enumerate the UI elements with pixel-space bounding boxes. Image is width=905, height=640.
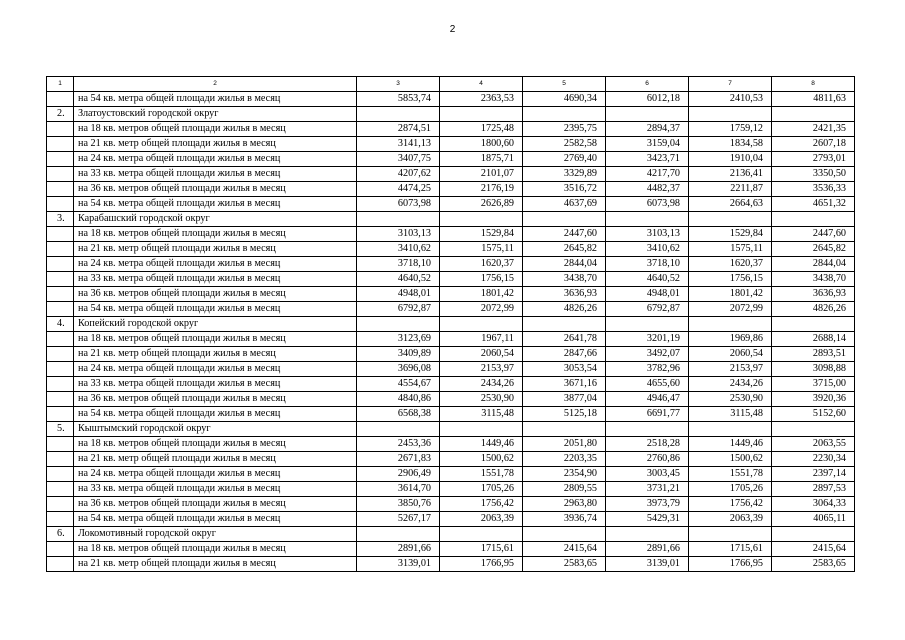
table-row — [47, 332, 855, 347]
value-cell — [772, 527, 855, 542]
value-cell: 2363,53 — [440, 92, 523, 107]
value-cell: 3936,74 — [523, 512, 606, 527]
value-cell: 2891,66 — [606, 542, 689, 557]
value-cell: 1715,61 — [689, 542, 772, 557]
row-number-cell: 2. — [47, 107, 74, 122]
value-cell: 4840,86 — [357, 392, 440, 407]
row-label-cell: на 21 кв. метр общей площади жилья в месяц — [74, 137, 357, 152]
value-cell: 4065,11 — [772, 512, 855, 527]
value-cell — [357, 317, 440, 332]
value-cell: 2211,87 — [689, 182, 772, 197]
table-row — [47, 257, 855, 272]
value-cell: 4948,01 — [606, 287, 689, 302]
value-cell: 1756,15 — [689, 272, 772, 287]
value-cell — [357, 107, 440, 122]
value-cell: 2664,63 — [689, 197, 772, 212]
value-cell: 2641,78 — [523, 332, 606, 347]
header-cell: 1 — [47, 77, 74, 92]
value-cell — [606, 317, 689, 332]
row-label-cell: на 54 кв. метра общей площади жилья в месяц — [74, 197, 357, 212]
row-label-cell: на 54 кв. метра общей площади жилья в месяц — [74, 512, 357, 527]
table-row — [47, 182, 855, 197]
value-cell: 2793,01 — [772, 152, 855, 167]
row-number-cell — [47, 512, 74, 527]
row-label-cell: на 36 кв. метров общей площади жилья в месяц — [74, 497, 357, 512]
value-cell — [357, 422, 440, 437]
header-cell: 8 — [772, 77, 855, 92]
table-row — [47, 392, 855, 407]
value-cell: 4482,37 — [606, 182, 689, 197]
value-cell: 5267,17 — [357, 512, 440, 527]
row-number-cell — [47, 362, 74, 377]
value-cell: 2072,99 — [440, 302, 523, 317]
value-cell: 3329,89 — [523, 167, 606, 182]
value-cell: 2645,82 — [523, 242, 606, 257]
value-cell: 1910,04 — [689, 152, 772, 167]
row-label-cell: на 54 кв. метра общей площади жилья в месяц — [74, 302, 357, 317]
row-number-cell — [47, 302, 74, 317]
value-cell: 3718,10 — [357, 257, 440, 272]
value-cell — [689, 107, 772, 122]
table-row — [47, 242, 855, 257]
value-cell: 2415,64 — [523, 542, 606, 557]
value-cell: 2453,36 — [357, 437, 440, 452]
value-cell: 4946,47 — [606, 392, 689, 407]
value-cell — [772, 422, 855, 437]
row-label-cell: на 33 кв. метра общей площади жилья в месяц — [74, 482, 357, 497]
value-cell: 2626,89 — [440, 197, 523, 212]
row-number-cell — [47, 407, 74, 422]
row-number-cell — [47, 467, 74, 482]
value-cell: 2809,55 — [523, 482, 606, 497]
row-number-cell: 4. — [47, 317, 74, 332]
value-cell — [606, 527, 689, 542]
value-cell: 2893,51 — [772, 347, 855, 362]
header-row — [47, 77, 855, 92]
value-cell: 2760,86 — [606, 452, 689, 467]
row-number-cell — [47, 287, 74, 302]
value-cell: 3123,69 — [357, 332, 440, 347]
table-row — [47, 497, 855, 512]
value-cell: 2176,19 — [440, 182, 523, 197]
value-cell: 3718,10 — [606, 257, 689, 272]
value-cell — [357, 527, 440, 542]
value-cell — [606, 107, 689, 122]
row-number-cell — [47, 227, 74, 242]
table-row — [47, 197, 855, 212]
value-cell: 1575,11 — [689, 242, 772, 257]
row-number-cell: 3. — [47, 212, 74, 227]
value-cell: 6792,87 — [606, 302, 689, 317]
value-cell: 3715,00 — [772, 377, 855, 392]
value-cell: 4811,63 — [772, 92, 855, 107]
header-cell: 4 — [440, 77, 523, 92]
value-cell: 4948,01 — [357, 287, 440, 302]
row-label-cell: на 24 кв. метра общей площади жилья в месяц — [74, 257, 357, 272]
value-cell — [772, 317, 855, 332]
value-cell: 3115,48 — [689, 407, 772, 422]
value-cell: 1800,60 — [440, 137, 523, 152]
value-cell: 4474,25 — [357, 182, 440, 197]
row-label-cell: на 54 кв. метра общей площади жилья в месяц — [74, 407, 357, 422]
value-cell: 3201,19 — [606, 332, 689, 347]
table-row — [47, 317, 855, 332]
value-cell — [606, 212, 689, 227]
value-cell: 3003,45 — [606, 467, 689, 482]
value-cell — [689, 212, 772, 227]
value-cell: 2063,39 — [689, 512, 772, 527]
value-cell: 2447,60 — [772, 227, 855, 242]
value-cell: 3098,88 — [772, 362, 855, 377]
row-number-cell — [47, 332, 74, 347]
value-cell — [440, 527, 523, 542]
value-cell: 2136,41 — [689, 167, 772, 182]
value-cell — [523, 107, 606, 122]
value-cell: 1500,62 — [440, 452, 523, 467]
value-cell: 2434,26 — [689, 377, 772, 392]
row-label-cell: на 54 кв. метра общей площади жилья в месяц — [74, 92, 357, 107]
value-cell: 2891,66 — [357, 542, 440, 557]
row-number-cell — [47, 497, 74, 512]
header-cell: 7 — [689, 77, 772, 92]
row-label-cell: на 18 кв. метров общей площади жилья в месяц — [74, 332, 357, 347]
table-row — [47, 557, 855, 572]
row-label-cell: на 36 кв. метров общей площади жилья в месяц — [74, 182, 357, 197]
value-cell: 1575,11 — [440, 242, 523, 257]
value-cell — [523, 422, 606, 437]
row-number-cell — [47, 557, 74, 572]
row-number-cell — [47, 242, 74, 257]
value-cell: 5853,74 — [357, 92, 440, 107]
value-cell: 3103,13 — [357, 227, 440, 242]
value-cell: 1834,58 — [689, 137, 772, 152]
value-cell: 2415,64 — [772, 542, 855, 557]
table-row — [47, 482, 855, 497]
value-cell: 2530,90 — [689, 392, 772, 407]
value-cell: 3053,54 — [523, 362, 606, 377]
row-number-cell — [47, 437, 74, 452]
value-cell: 2397,14 — [772, 467, 855, 482]
header-cell: 2 — [74, 77, 357, 92]
value-cell: 3671,16 — [523, 377, 606, 392]
value-cell: 5429,31 — [606, 512, 689, 527]
value-cell: 4554,67 — [357, 377, 440, 392]
row-label-cell: на 33 кв. метра общей площади жилья в месяц — [74, 377, 357, 392]
value-cell: 4651,32 — [772, 197, 855, 212]
value-cell: 2906,49 — [357, 467, 440, 482]
row-number-cell — [47, 392, 74, 407]
row-label-cell: на 18 кв. метров общей площади жилья в месяц — [74, 122, 357, 137]
value-cell: 1759,12 — [689, 122, 772, 137]
value-cell: 1529,84 — [440, 227, 523, 242]
value-cell: 1705,26 — [689, 482, 772, 497]
table-row — [47, 467, 855, 482]
value-cell: 2421,35 — [772, 122, 855, 137]
value-cell: 6073,98 — [606, 197, 689, 212]
value-cell: 2671,83 — [357, 452, 440, 467]
value-cell: 3920,36 — [772, 392, 855, 407]
row-label-cell: на 18 кв. метров общей площади жилья в месяц — [74, 227, 357, 242]
table-row — [47, 152, 855, 167]
row-label-cell: на 18 кв. метров общей площади жилья в месяц — [74, 542, 357, 557]
value-cell: 3409,89 — [357, 347, 440, 362]
table-row — [47, 527, 855, 542]
value-cell: 3536,33 — [772, 182, 855, 197]
value-cell: 6568,38 — [357, 407, 440, 422]
value-cell: 1715,61 — [440, 542, 523, 557]
value-cell: 3423,71 — [606, 152, 689, 167]
value-cell: 2844,04 — [772, 257, 855, 272]
table-row — [47, 272, 855, 287]
value-cell: 4690,34 — [523, 92, 606, 107]
value-cell: 2153,97 — [440, 362, 523, 377]
value-cell: 4640,52 — [357, 272, 440, 287]
table-row — [47, 137, 855, 152]
value-cell: 3636,93 — [523, 287, 606, 302]
row-label-cell: на 24 кв. метра общей площади жилья в месяц — [74, 467, 357, 482]
value-cell: 1705,26 — [440, 482, 523, 497]
value-cell: 6691,77 — [606, 407, 689, 422]
value-cell: 2963,80 — [523, 497, 606, 512]
table-row — [47, 542, 855, 557]
row-number-cell — [47, 272, 74, 287]
value-cell: 1620,37 — [689, 257, 772, 272]
value-cell: 4637,69 — [523, 197, 606, 212]
table-row — [47, 212, 855, 227]
row-label-cell: на 33 кв. метра общей площади жилья в месяц — [74, 272, 357, 287]
value-cell: 1875,71 — [440, 152, 523, 167]
value-cell — [440, 107, 523, 122]
row-label-cell: на 21 кв. метр общей площади жилья в месяц — [74, 557, 357, 572]
value-cell: 4826,26 — [772, 302, 855, 317]
value-cell — [689, 317, 772, 332]
value-cell: 3410,62 — [357, 242, 440, 257]
row-number-cell — [47, 257, 74, 272]
header-cell: 6 — [606, 77, 689, 92]
value-cell: 2874,51 — [357, 122, 440, 137]
value-cell: 2847,66 — [523, 347, 606, 362]
row-number-cell — [47, 482, 74, 497]
value-cell: 1766,95 — [440, 557, 523, 572]
value-cell: 4217,70 — [606, 167, 689, 182]
value-cell: 2395,75 — [523, 122, 606, 137]
table-row — [47, 347, 855, 362]
value-cell: 2769,40 — [523, 152, 606, 167]
value-cell: 2063,55 — [772, 437, 855, 452]
value-cell — [772, 212, 855, 227]
row-label-cell: на 21 кв. метр общей площади жилья в месяц — [74, 452, 357, 467]
value-cell: 1449,46 — [689, 437, 772, 452]
value-cell: 3350,50 — [772, 167, 855, 182]
value-cell: 3141,13 — [357, 137, 440, 152]
value-cell: 1620,37 — [440, 257, 523, 272]
table-row — [47, 377, 855, 392]
value-cell: 2844,04 — [523, 257, 606, 272]
table-row — [47, 92, 855, 107]
value-cell: 3410,62 — [606, 242, 689, 257]
value-cell: 2063,39 — [440, 512, 523, 527]
value-cell: 2645,82 — [772, 242, 855, 257]
value-cell: 2530,90 — [440, 392, 523, 407]
value-cell: 2583,65 — [523, 557, 606, 572]
value-cell: 3159,04 — [606, 137, 689, 152]
value-cell: 2354,90 — [523, 467, 606, 482]
value-cell: 3492,07 — [606, 347, 689, 362]
value-cell: 5152,60 — [772, 407, 855, 422]
row-number-cell — [47, 347, 74, 362]
value-cell: 2434,26 — [440, 377, 523, 392]
value-cell: 3731,21 — [606, 482, 689, 497]
row-label-cell: на 36 кв. метров общей площади жилья в месяц — [74, 392, 357, 407]
table-row — [47, 302, 855, 317]
value-cell: 1766,95 — [689, 557, 772, 572]
row-label-cell: Кыштымский городской округ — [74, 422, 357, 437]
table-row — [47, 437, 855, 452]
value-cell: 4826,26 — [523, 302, 606, 317]
value-cell: 2447,60 — [523, 227, 606, 242]
row-label-cell: Локомотивный городской округ — [74, 527, 357, 542]
value-cell: 3877,04 — [523, 392, 606, 407]
value-cell: 1756,42 — [440, 497, 523, 512]
value-cell: 3782,96 — [606, 362, 689, 377]
value-cell — [440, 317, 523, 332]
row-number-cell — [47, 152, 74, 167]
value-cell — [606, 422, 689, 437]
value-cell: 3636,93 — [772, 287, 855, 302]
table-row — [47, 422, 855, 437]
row-label-cell: Копейский городской округ — [74, 317, 357, 332]
value-cell: 2518,28 — [606, 437, 689, 452]
value-cell: 3696,08 — [357, 362, 440, 377]
row-number-cell — [47, 542, 74, 557]
value-cell: 3438,70 — [523, 272, 606, 287]
value-cell — [689, 422, 772, 437]
value-cell: 1969,86 — [689, 332, 772, 347]
table-row — [47, 287, 855, 302]
table-row — [47, 407, 855, 422]
value-cell: 2607,18 — [772, 137, 855, 152]
value-cell: 2203,35 — [523, 452, 606, 467]
value-cell — [440, 422, 523, 437]
table-row — [47, 512, 855, 527]
value-cell: 4655,60 — [606, 377, 689, 392]
value-cell: 2051,80 — [523, 437, 606, 452]
value-cell: 2410,53 — [689, 92, 772, 107]
value-cell: 3103,13 — [606, 227, 689, 242]
value-cell: 6012,18 — [606, 92, 689, 107]
table-row — [47, 452, 855, 467]
tariff-table — [46, 76, 855, 572]
value-cell: 2688,14 — [772, 332, 855, 347]
value-cell: 2101,07 — [440, 167, 523, 182]
value-cell: 1801,42 — [440, 287, 523, 302]
value-cell — [523, 317, 606, 332]
row-label-cell: на 21 кв. метр общей площади жилья в месяц — [74, 347, 357, 362]
row-label-cell: на 33 кв. метра общей площади жилья в месяц — [74, 167, 357, 182]
value-cell: 3115,48 — [440, 407, 523, 422]
row-number-cell — [47, 377, 74, 392]
value-cell: 3064,33 — [772, 497, 855, 512]
page-number: 2 — [449, 24, 456, 35]
value-cell: 1551,78 — [440, 467, 523, 482]
table-row — [47, 362, 855, 377]
value-cell: 3516,72 — [523, 182, 606, 197]
value-cell: 1529,84 — [689, 227, 772, 242]
value-cell: 1967,11 — [440, 332, 523, 347]
value-cell — [357, 212, 440, 227]
value-cell: 3139,01 — [357, 557, 440, 572]
value-cell: 2583,65 — [772, 557, 855, 572]
row-label-cell: Златоустовский городской округ — [74, 107, 357, 122]
value-cell: 6073,98 — [357, 197, 440, 212]
value-cell: 2060,54 — [689, 347, 772, 362]
value-cell: 4640,52 — [606, 272, 689, 287]
row-label-cell: на 36 кв. метров общей площади жилья в месяц — [74, 287, 357, 302]
value-cell: 1500,62 — [689, 452, 772, 467]
value-cell: 3850,76 — [357, 497, 440, 512]
value-cell: 2894,37 — [606, 122, 689, 137]
value-cell — [523, 527, 606, 542]
row-number-cell — [47, 137, 74, 152]
row-label-cell: на 21 кв. метр общей площади жилья в месяц — [74, 242, 357, 257]
value-cell: 6792,87 — [357, 302, 440, 317]
row-number-cell — [47, 197, 74, 212]
value-cell — [523, 212, 606, 227]
row-label-cell: на 18 кв. метров общей площади жилья в месяц — [74, 437, 357, 452]
row-number-cell — [47, 92, 74, 107]
row-number-cell — [47, 182, 74, 197]
row-number-cell — [47, 122, 74, 137]
table-row — [47, 122, 855, 137]
value-cell: 3614,70 — [357, 482, 440, 497]
table-row — [47, 107, 855, 122]
value-cell — [772, 107, 855, 122]
value-cell — [689, 527, 772, 542]
row-number-cell — [47, 452, 74, 467]
value-cell: 3407,75 — [357, 152, 440, 167]
row-number-cell — [47, 167, 74, 182]
row-number-cell: 5. — [47, 422, 74, 437]
row-number-cell: 6. — [47, 527, 74, 542]
value-cell: 4207,62 — [357, 167, 440, 182]
row-label-cell: на 24 кв. метра общей площади жилья в месяц — [74, 152, 357, 167]
value-cell: 1449,46 — [440, 437, 523, 452]
value-cell: 1801,42 — [689, 287, 772, 302]
value-cell: 1756,15 — [440, 272, 523, 287]
value-cell: 2230,34 — [772, 452, 855, 467]
header-cell: 5 — [523, 77, 606, 92]
value-cell: 2897,53 — [772, 482, 855, 497]
value-cell: 2153,97 — [689, 362, 772, 377]
header-cell: 3 — [357, 77, 440, 92]
value-cell: 2582,58 — [523, 137, 606, 152]
value-cell: 1551,78 — [689, 467, 772, 482]
row-label-cell: на 24 кв. метра общей площади жилья в месяц — [74, 362, 357, 377]
value-cell: 1725,48 — [440, 122, 523, 137]
table-row — [47, 167, 855, 182]
value-cell: 3973,79 — [606, 497, 689, 512]
value-cell: 5125,18 — [523, 407, 606, 422]
row-label-cell: Карабашский городской округ — [74, 212, 357, 227]
value-cell — [440, 212, 523, 227]
table-row — [47, 227, 855, 242]
value-cell: 3438,70 — [772, 272, 855, 287]
value-cell: 1756,42 — [689, 497, 772, 512]
value-cell: 2072,99 — [689, 302, 772, 317]
value-cell: 2060,54 — [440, 347, 523, 362]
value-cell: 3139,01 — [606, 557, 689, 572]
